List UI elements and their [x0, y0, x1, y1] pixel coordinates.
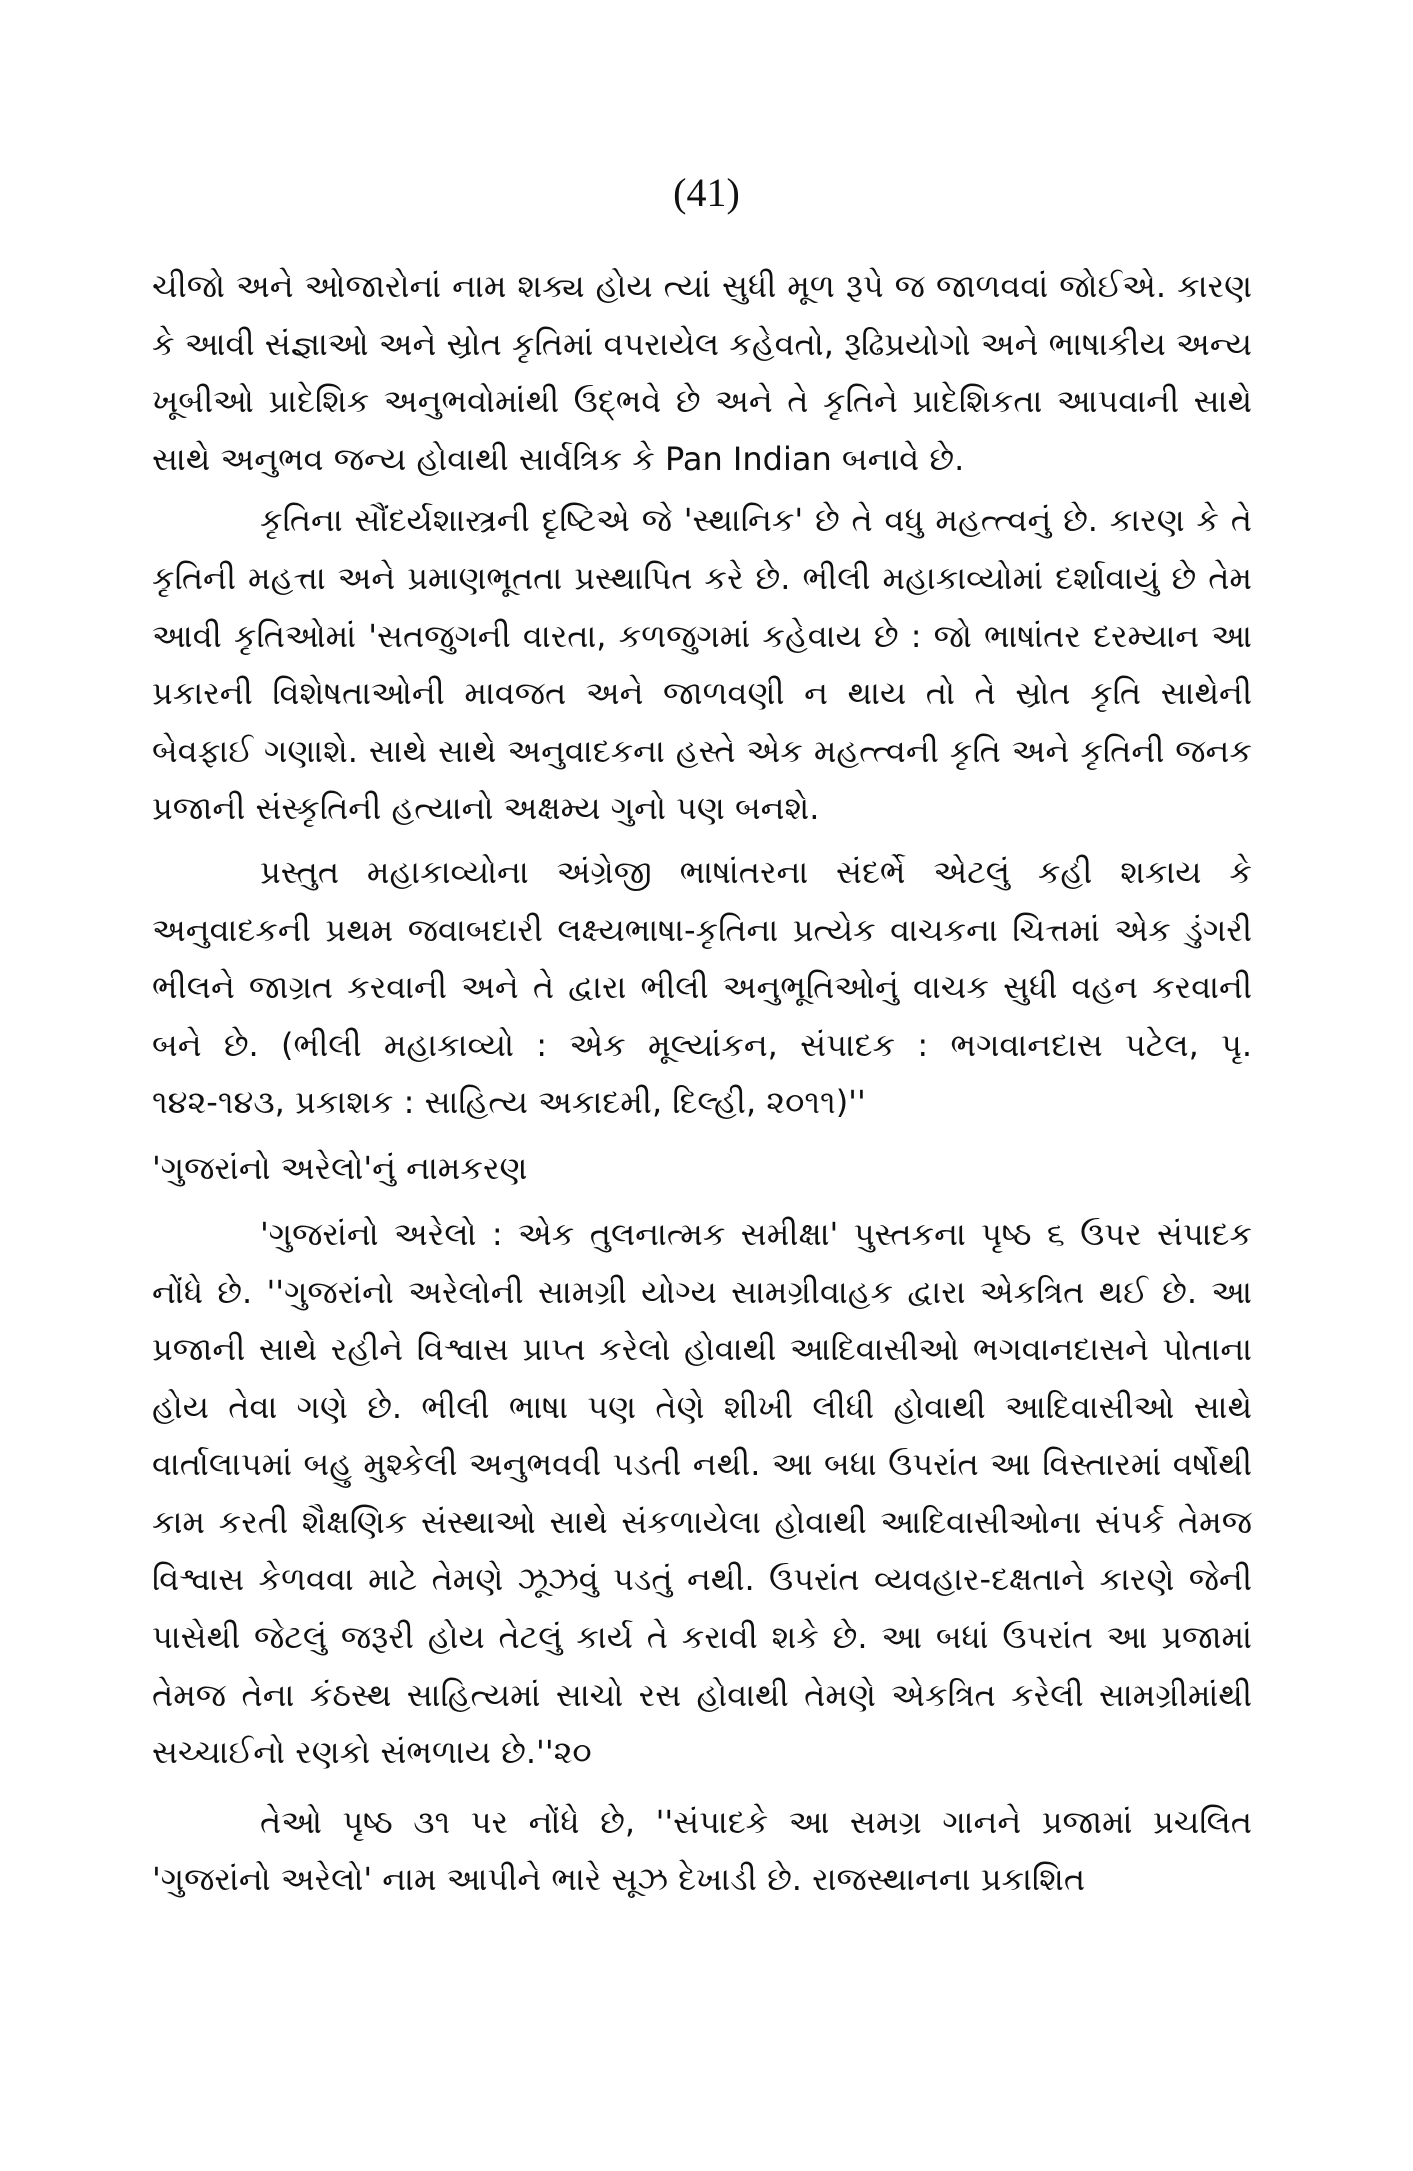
section-heading: 'ગુજરાંનો અરેલો'નું નામકરણ	[152, 1148, 528, 1187]
paragraph-sthanik: કૃતિના સૌંદર્યશાસ્ત્રની દૃષ્ટિએ જે 'સ્થાનિક' છે તે વધુ મહત્ત્વનું છે. કારણ કે તે કૃતિની મહત્તા અને પ્રમાણભૂતતા પ્રસ્થાપિત કરે છે. ભીલી મહાકાવ્યોમાં દર્શાવાયું છે તેમ આવી કૃતિઓમાં 'સતજુગની વારતા, કળજુગમાં કહેવાય છે : જો ભાષાંતર દરમ્યાન આ પ્રકારની વિશેષતાઓની માવજત અને જાળવણી ન થાય તો તે સ્રોત કૃતિ સાથેની બેવફાઈ ગણાશે. સાથે સાથે અનુવાદકના હસ્તે એક મહત્ત્વની કૃતિ અને કૃતિની જનક પ્રજાની સંસ્કૃતિની હત્યાનો અક્ષમ્ય ગુનો પણ બનશે.	[152, 501, 1252, 828]
paragraph-continuation: ચીજો અને ઓજારોનાં નામ શક્ય હોય ત્યાં સુધી મૂળ રૂપે જ જાળવવાં જોઈએ. કારણ કે આવી સંજ્ઞાઓ અને સ્રોત કૃતિમાં વપરાયેલ કહેવતો, રૂઢિપ્રયોગો અને ભાષાકીય અન્ય ખૂબીઓ પ્રાદેશિક અનુભવોમાંથી ઉદ્ભવે છે અને તે કૃતિને પ્રાદેશિકતા આપવાની સાથે સાથે અનુભવ જન્ય હોવાથી સાર્વત્રિક કે Pan Indian બનાવે છે.	[152, 267, 1252, 478]
paragraph-translator-duty: પ્રસ્તુત મહાકાવ્યોના અંગ્રેજી ભાષાંતરના સંદર્ભે એટલું કહી શકાય કે અનુવાદકની પ્રથમ જવાબદારી લક્ષ્યભાષા-કૃતિના પ્રત્યેક વાચકના ચિત્તમાં એક ડુંગરી ભીલને જાગ્રત કરવાની અને તે દ્વારા ભીલી અનુભૂતિઓનું વાચક સુધી વહન કરવાની બને છે. (ભીલી મહાકાવ્યો : એક મૂલ્યાંકન, સંપાદક : ભગવાનદાસ પટેલ, પૃ. ૧૪૨-૧૪૩, પ્રકાશક : સાહિત્ય અકાદમી, દિલ્હી, ૨૦૧૧)''	[152, 852, 1252, 1122]
page-body	[152, 258, 1252, 1909]
page-number: (41)	[673, 170, 740, 215]
paragraph-editor-note: 'ગુજરાંનો અરેલો : એક તુલનાત્મક સમીક્ષા' પુસ્તકના પૃષ્ઠ ૬ ઉપર સંપાદક નોંધે છે. ''ગુજરાંનો અરેલોની સામગ્રી યોગ્ય સામગ્રીવાહક દ્વારા એકત્રિત થઈ છે. આ પ્રજાની સાથે રહીને વિશ્વાસ પ્રાપ્ત કરેલો હોવાથી આદિવાસીઓ ભગવાનદાસને પોતાના હોય તેવા ગણે છે. ભીલી ભાષા પણ તેણે શીખી લીધી હોવાથી આદિવાસીઓ સાથે વાર્તાલાપમાં બહુ મુશ્કેલી અનુભવવી પડતી નથી. આ બધા ઉપરાંત આ વિસ્તારમાં વર્ષોથી કામ કરતી શૈક્ષણિક સંસ્થાઓ સાથે સંકળાયેલા હોવાથી આદિવાસીઓના સંપર્ક તેમજ વિશ્વાસ કેળવવા માટે તેમણે ઝૂઝવું પડતું નથી. ઉપરાંત વ્યવહાર-દક્ષતાને કારણે જેની પાસેથી જેટલું જરૂરી હોય તેટલું કાર્ય તે કરાવી શકે છે. આ બધાં ઉપરાંત આ પ્રજામાં તેમજ તેના કંઠસ્થ સાહિત્યમાં સાચો રસ હોવાથી તેમણે એકત્રિત કરેલી સામગ્રીમાંથી સચ્ચાઈનો રણકો સંભળાય છે.''૨૦	[152, 1214, 1252, 1772]
paragraph-page-31-note: તેઓ પૃષ્ઠ ૩૧ પર નોંધે છે, ''સંપાદકે આ સમગ્ર ગાનને પ્રજામાં પ્રચલિત 'ગુજરાંનો અરેલો' નામ આપીને ભારે સૂઝ દેખાડી છે. રાજસ્થાનના પ્રકાશિત	[152, 1802, 1252, 1899]
